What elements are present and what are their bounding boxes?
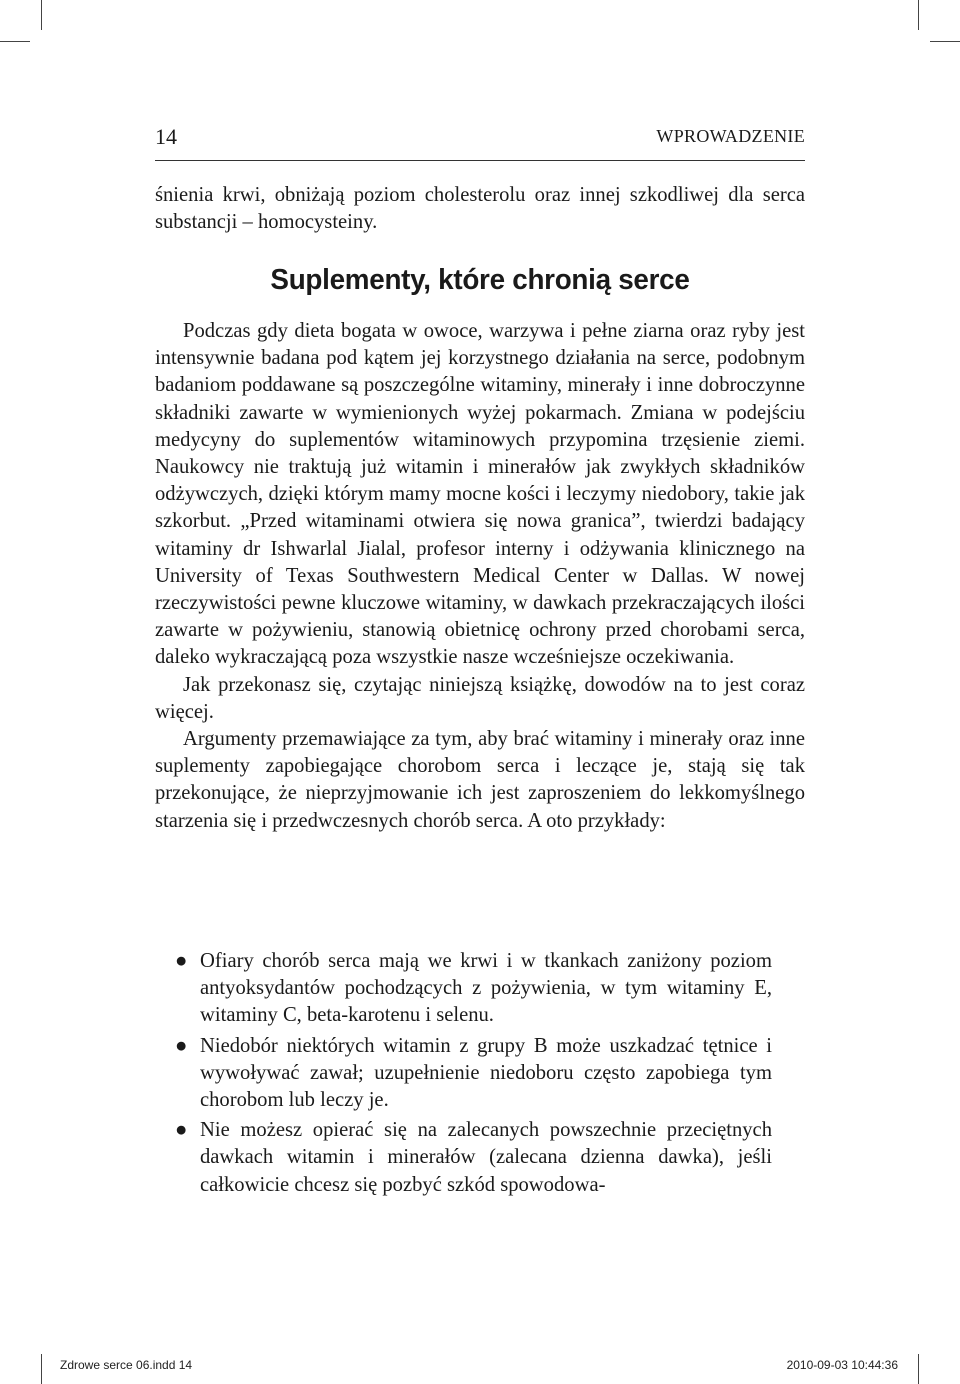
list-item-text: Nie możesz opierać się na zalecanych powszechnie przeciętnych dawkach witamin i minerałów (zalecana dzienna dawka), jeśli całkowicie chcesz się pozbyć szkód spowodowa- <box>200 1119 772 1196</box>
crop-mark-bottom-right-vertical <box>918 1354 919 1384</box>
crop-mark-top-right-vertical <box>918 0 919 30</box>
bullet-list <box>175 948 772 1202</box>
paragraph-1: Podczas gdy dieta bogata w owoce, warzywa i pełne ziarna oraz ryby jest intensywnie badana pod kątem jej korzystnego działania na serce, podobnym badaniom poddawane są poszczególne witaminy, minerały i inne dobroczynne składniki zawarte w wymienionych wyżej pokarmach. Zmiana w podejściu medycyny do suplementów witaminowych przypomina trzęsienie ziemi. Naukowcy nie traktują już witamin i minerałów jak zwykłych składników odżywczych, dzięki którym mamy mocne kości i leczymy niedobory, takie jak szkorbut. „Przed witaminami otwiera się nowa granica”, twierdzi badający witaminy dr Ishwarlal Jialal, profesor interny i odżywania klinicznego na University of Texas Southwestern Medical Center w Dallas. W nowej rzeczywistości pewne kluczowe witaminy, w dawkach przekraczających ilości zawarte w pożywieniu, stanowią obietnicę ochrony przed chorobami serca, daleko wykraczającą poza wszystkie nasze wcześniejsze oczekiwania. <box>155 320 805 669</box>
list-item-text: Niedobór niektórych witamin z grupy B może uszkadzać tętnice i wywoływać zawał; uzupełnienie niedoboru często zapobiega tym chorobom lub leczy je. <box>200 1034 772 1112</box>
crop-mark-top-left-horizontal <box>0 41 30 42</box>
section-heading: Suplementy, które chronią serce <box>270 264 690 296</box>
list-item-text: Ofiary chorób serca mają we krwi i w tkankach zaniżony poziom antyoksydantów pochodzących z pożywienia, w tym witaminy E, witaminy C, beta-karotenu i selenu. <box>200 950 772 1027</box>
header-rule <box>155 160 805 161</box>
crop-mark-top-right-horizontal <box>930 41 960 42</box>
bullet-icon: ● <box>175 1034 188 1057</box>
list-item <box>175 1117 772 1199</box>
list-item <box>175 1033 772 1115</box>
continuation-paragraph <box>155 182 805 236</box>
paragraph-3: Argumenty przemawiające za tym, aby brać witaminy i minerały oraz inne suplementy zapobiegające chorobom serca i leczące je, stają się tak przekonujące, że nieprzyjmowanie ich jest zaproszeniem do lekkomyślnego starzenia się i przedwczesnych chorób serca. A oto przykłady: <box>155 728 805 832</box>
crop-mark-top-left-vertical <box>41 0 42 30</box>
page-number: 14 <box>155 124 177 149</box>
running-head <box>155 124 805 154</box>
bullet-icon: ● <box>175 1119 188 1142</box>
continuation-text: śnienia krwi, obniżają poziom cholesterolu oraz innej szkodliwej dla serca substancji – homocysteiny. <box>155 184 805 234</box>
running-head-section: WPROWADZENIE <box>656 126 805 146</box>
footer-timestamp: 2010-09-03 10:44:36 <box>786 1358 898 1372</box>
paragraph-2: Jak przekonasz się, czytając niniejszą książkę, dowodów na to jest coraz więcej. <box>155 673 805 723</box>
footer-file: Zdrowe serce 06.indd 14 <box>60 1358 193 1372</box>
crop-mark-bottom-left-vertical <box>41 1354 42 1384</box>
body-text <box>155 318 805 835</box>
list-item <box>175 948 772 1030</box>
bullet-icon: ● <box>175 950 188 972</box>
